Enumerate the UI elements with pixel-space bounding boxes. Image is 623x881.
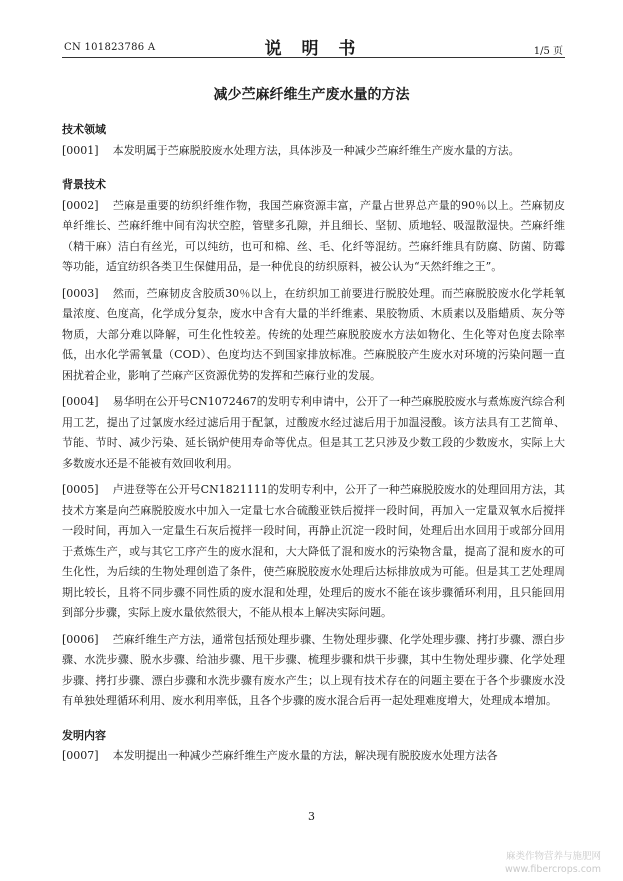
paragraph-text: 卢进登等在公开号CN1821111的发明专利中，公开了一种苎麻脱胶废水的处理回用方法，其技术方案是向苎麻脱胶废水中加入一定量七水合硫酸亚铁后搅拌一段时间，再加入一定量双氧水后搅拌一段时间，再加入一定量生石灰后搅拌一段时间，再静止沉淀一段时间，处理后出水回用于或部分回用于煮炼生产，或与其它工序产生的废水混和，大大降低了混和废水的污染物含量，提高了混和废水的可生化性，为后续的生物处理创造了条件，使苎麻脱胶废水处理后达标排放成为可能。但是其工艺处理周期比较长，且将不同步骤不同性质的废水混和处理，处理后的废水不能在该步骤循环利用，且只能回用到部分步骤，实际上废水量依然很大，不能从根本上解决实际问题。 [62, 483, 565, 619]
document-type: 说 明 书 [264, 39, 363, 59]
paragraph [62, 630, 565, 712]
paragraph-number: [0004] [62, 395, 99, 408]
paragraph-number: [0003] [62, 286, 99, 300]
paragraph-number: [0002] [62, 198, 99, 212]
section-heading: 背景技术 [62, 178, 106, 191]
paragraph-number: [0005] [62, 483, 99, 496]
watermark [505, 850, 601, 876]
section-heading: 发明内容 [62, 728, 106, 742]
paragraph [62, 392, 565, 474]
document-body [62, 120, 565, 767]
paragraph [62, 284, 565, 387]
paragraph-text: 本发明属于苎麻脱胶废水处理方法，具体涉及一种减少苎麻纤维生产废水量的方法。 [112, 143, 520, 157]
patent-number: CN 101823786 A [64, 42, 156, 53]
paragraph [62, 196, 565, 278]
page-header [62, 30, 565, 59]
paragraph-number: [0007] [62, 749, 99, 762]
page-indicator: 1/5 页 [533, 46, 563, 57]
document-title: 减少苎麻纤维生产废水量的方法 [213, 87, 410, 103]
paragraph-text: 本发明提出一种减少苎麻纤维生产废水量的方法，解决现有脱胶废水处理方法各 [112, 749, 498, 762]
paragraph-text: 然而，苎麻韧皮含胶质30％以上，在纺织加工前要进行脱胶处理。而苎麻脱胶废水化学耗氧量浓度、色度高，化学成分复杂，废水中含有大量的半纤维素、果胶物质、木质素以及脂蜡质、灰分等物质，大部分难以降解，可生化性较差。传统的处理苎麻脱胶废水方法如物化、生化等对色度去除率低，出水化学需氧量（COD）、色度均达不到国家排放标准。苎麻脱胶产生废水对环境的污染问题一直困扰着企业，影响了苎麻产区资源优势的发挥和苎麻行业的发展。 [62, 286, 565, 382]
paragraph-number: [0006] [62, 632, 99, 646]
paragraph-number: [0001] [62, 143, 99, 157]
paragraph-text: 苎麻纤维生产方法，通常包括预处理步骤、生物处理步骤、化学处理步骤、拷打步骤、漂白步骤、水洗步骤、脱水步骤、给油步骤、甩干步骤、梳理步骤和烘干步骤，其中生物处理步骤、化学处理步骤、拷打步骤、漂白步骤和水洗步骤有废水产生；以上现有技术存在的问题主要在于各个步骤废水没有单独处理循环利用、废水利用率低，且各个步骤的废水混合后再一起处理难度增大，处理成本增加。 [62, 632, 565, 707]
paragraph [62, 480, 565, 624]
paragraph [62, 746, 565, 767]
paragraph-text: 易华明在公开号CN1072467的发明专利申请中，公开了一种苎麻脱胶废水与煮炼废汽综合利用工艺，提出了过氯废水经过滤后用于配氯，过酸废水经过滤后用于加温浸酸。该方法具有工艺简单、节能、节时、减少污染、延长锅炉使用寿命等优点。但是其工艺只涉及少数工段的少数废水，实际上大多数废水还是不能被有效回收利用。 [62, 395, 565, 470]
watermark-site-name: 麻类作物营养与施肥网 [505, 851, 601, 862]
paragraph-text: 苎麻是重要的纺织纤维作物，我国苎麻资源丰富，产量占世界总产量的90％以上。苎麻韧皮单纤维长、苎麻纤维中间有沟状空腔，管壁多孔隙，并且细长、坚韧、质地轻、吸湿散湿快。苎麻纤维（精干麻）洁白有丝光，可以纯纺，也可和棉、丝、毛、化纤等混纺。苎麻纤维具有防腐、防菌、防霉等功能，适宜纺织各类卫生保健用品，是一种优良的纺织原料，被公认为“天然纤维之王”。 [62, 198, 565, 273]
paragraph [62, 141, 565, 162]
section-heading: 技术领域 [62, 123, 106, 136]
page-number: 3 [308, 810, 315, 823]
header-divider [62, 57, 565, 58]
watermark-url: www.fibercrops.com [504, 864, 601, 875]
